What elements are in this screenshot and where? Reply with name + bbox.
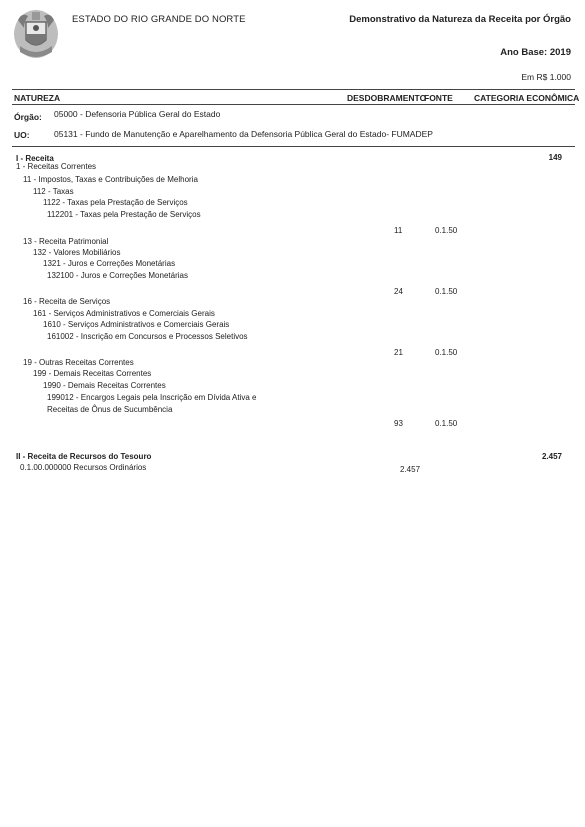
orgao-value: 05000 - Defensoria Pública Geral do Estado [54,109,221,119]
report-title: Demonstrativo da Natureza da Receita por Órgão [349,14,571,25]
col-natureza: NATUREZA [14,93,61,103]
group2-level5: 132100 - Juros e Correções Monetárias [47,271,188,280]
group3-level2: 16 - Receita de Serviços [23,297,111,306]
group3-level4: 1610 - Serviços Administrativos e Comerciais Gerais [43,320,230,329]
group2-fonte: 0.1.50 [435,287,458,296]
group4-value: 93 [394,419,403,428]
uo-value: 05131 - Fundo de Manutenção e Aparelhamento da Defensoria Pública Geral do Estado- FUMADEP [54,129,433,139]
tesouro-item: 0.1.00.000000 Recursos Ordinários [20,463,147,472]
group3-fonte: 0.1.50 [435,348,458,357]
tesouro-section-total: 2.457 [541,452,562,461]
group4-level2: 19 - Outras Receitas Correntes [23,358,134,367]
state-coat-of-arms-logo [12,8,60,60]
receita-section-title: I - Receita [16,154,54,163]
group3-level3: 161 - Serviços Administrativos e Comerciais Gerais [33,309,215,318]
group3-value: 21 [394,348,403,357]
col-desdobramento: DESDOBRAMENTO [347,93,427,103]
group1-level2: 11 - Impostos, Taxas e Contribuições de Melhoria [23,175,198,184]
group2-value: 24 [394,287,403,296]
receitas-correntes: 1 - Receitas Correntes [16,162,97,171]
col-fonte: FONTE [424,93,453,103]
group2-level3: 132 - Valores Mobiliários [33,248,121,257]
uo-rule [12,146,575,147]
group4-level5b: Receitas de Ônus de Sucumbência [47,405,173,414]
group2-level4: 1321 - Juros e Correções Monetárias [43,259,176,268]
state-name: ESTADO DO RIO GRANDE DO NORTE [72,14,246,25]
header-top-rule [12,89,575,90]
uo-label: UO: [14,130,30,140]
orgao-label: Órgão: [14,112,42,122]
group1-level5: 112201 - Taxas pela Prestação de Serviços [47,210,201,219]
group1-level3: 112 - Taxas [33,187,74,196]
group2-level2: 13 - Receita Patrimonial [23,237,109,246]
tesouro-item-value: 2.457 [400,465,421,474]
receita-section-total: 149 [548,153,562,162]
tesouro-section-title: II - Receita de Recursos do Tesouro [16,452,152,461]
group1-value: 11 [394,226,403,235]
base-year: Ano Base: 2019 [500,47,571,58]
group4-level5a: 199012 - Encargos Legais pela Inscrição em Dívida Ativa e [47,393,257,402]
header-bottom-rule [12,104,575,105]
group4-level3: 199 - Demais Receitas Correntes [33,369,152,378]
group3-level5: 161002 - Inscrição em Concursos e Processos Seletivos [47,332,248,341]
group4-fonte: 0.1.50 [435,419,458,428]
col-categoria: CATEGORIA ECONÔMICA [474,93,580,103]
group4-level4: 1990 - Demais Receitas Correntes [43,381,166,390]
currency-unit: Em R$ 1.000 [521,72,571,82]
group1-level4: 1122 - Taxas pela Prestação de Serviços [43,198,188,207]
group1-fonte: 0.1.50 [435,226,458,235]
